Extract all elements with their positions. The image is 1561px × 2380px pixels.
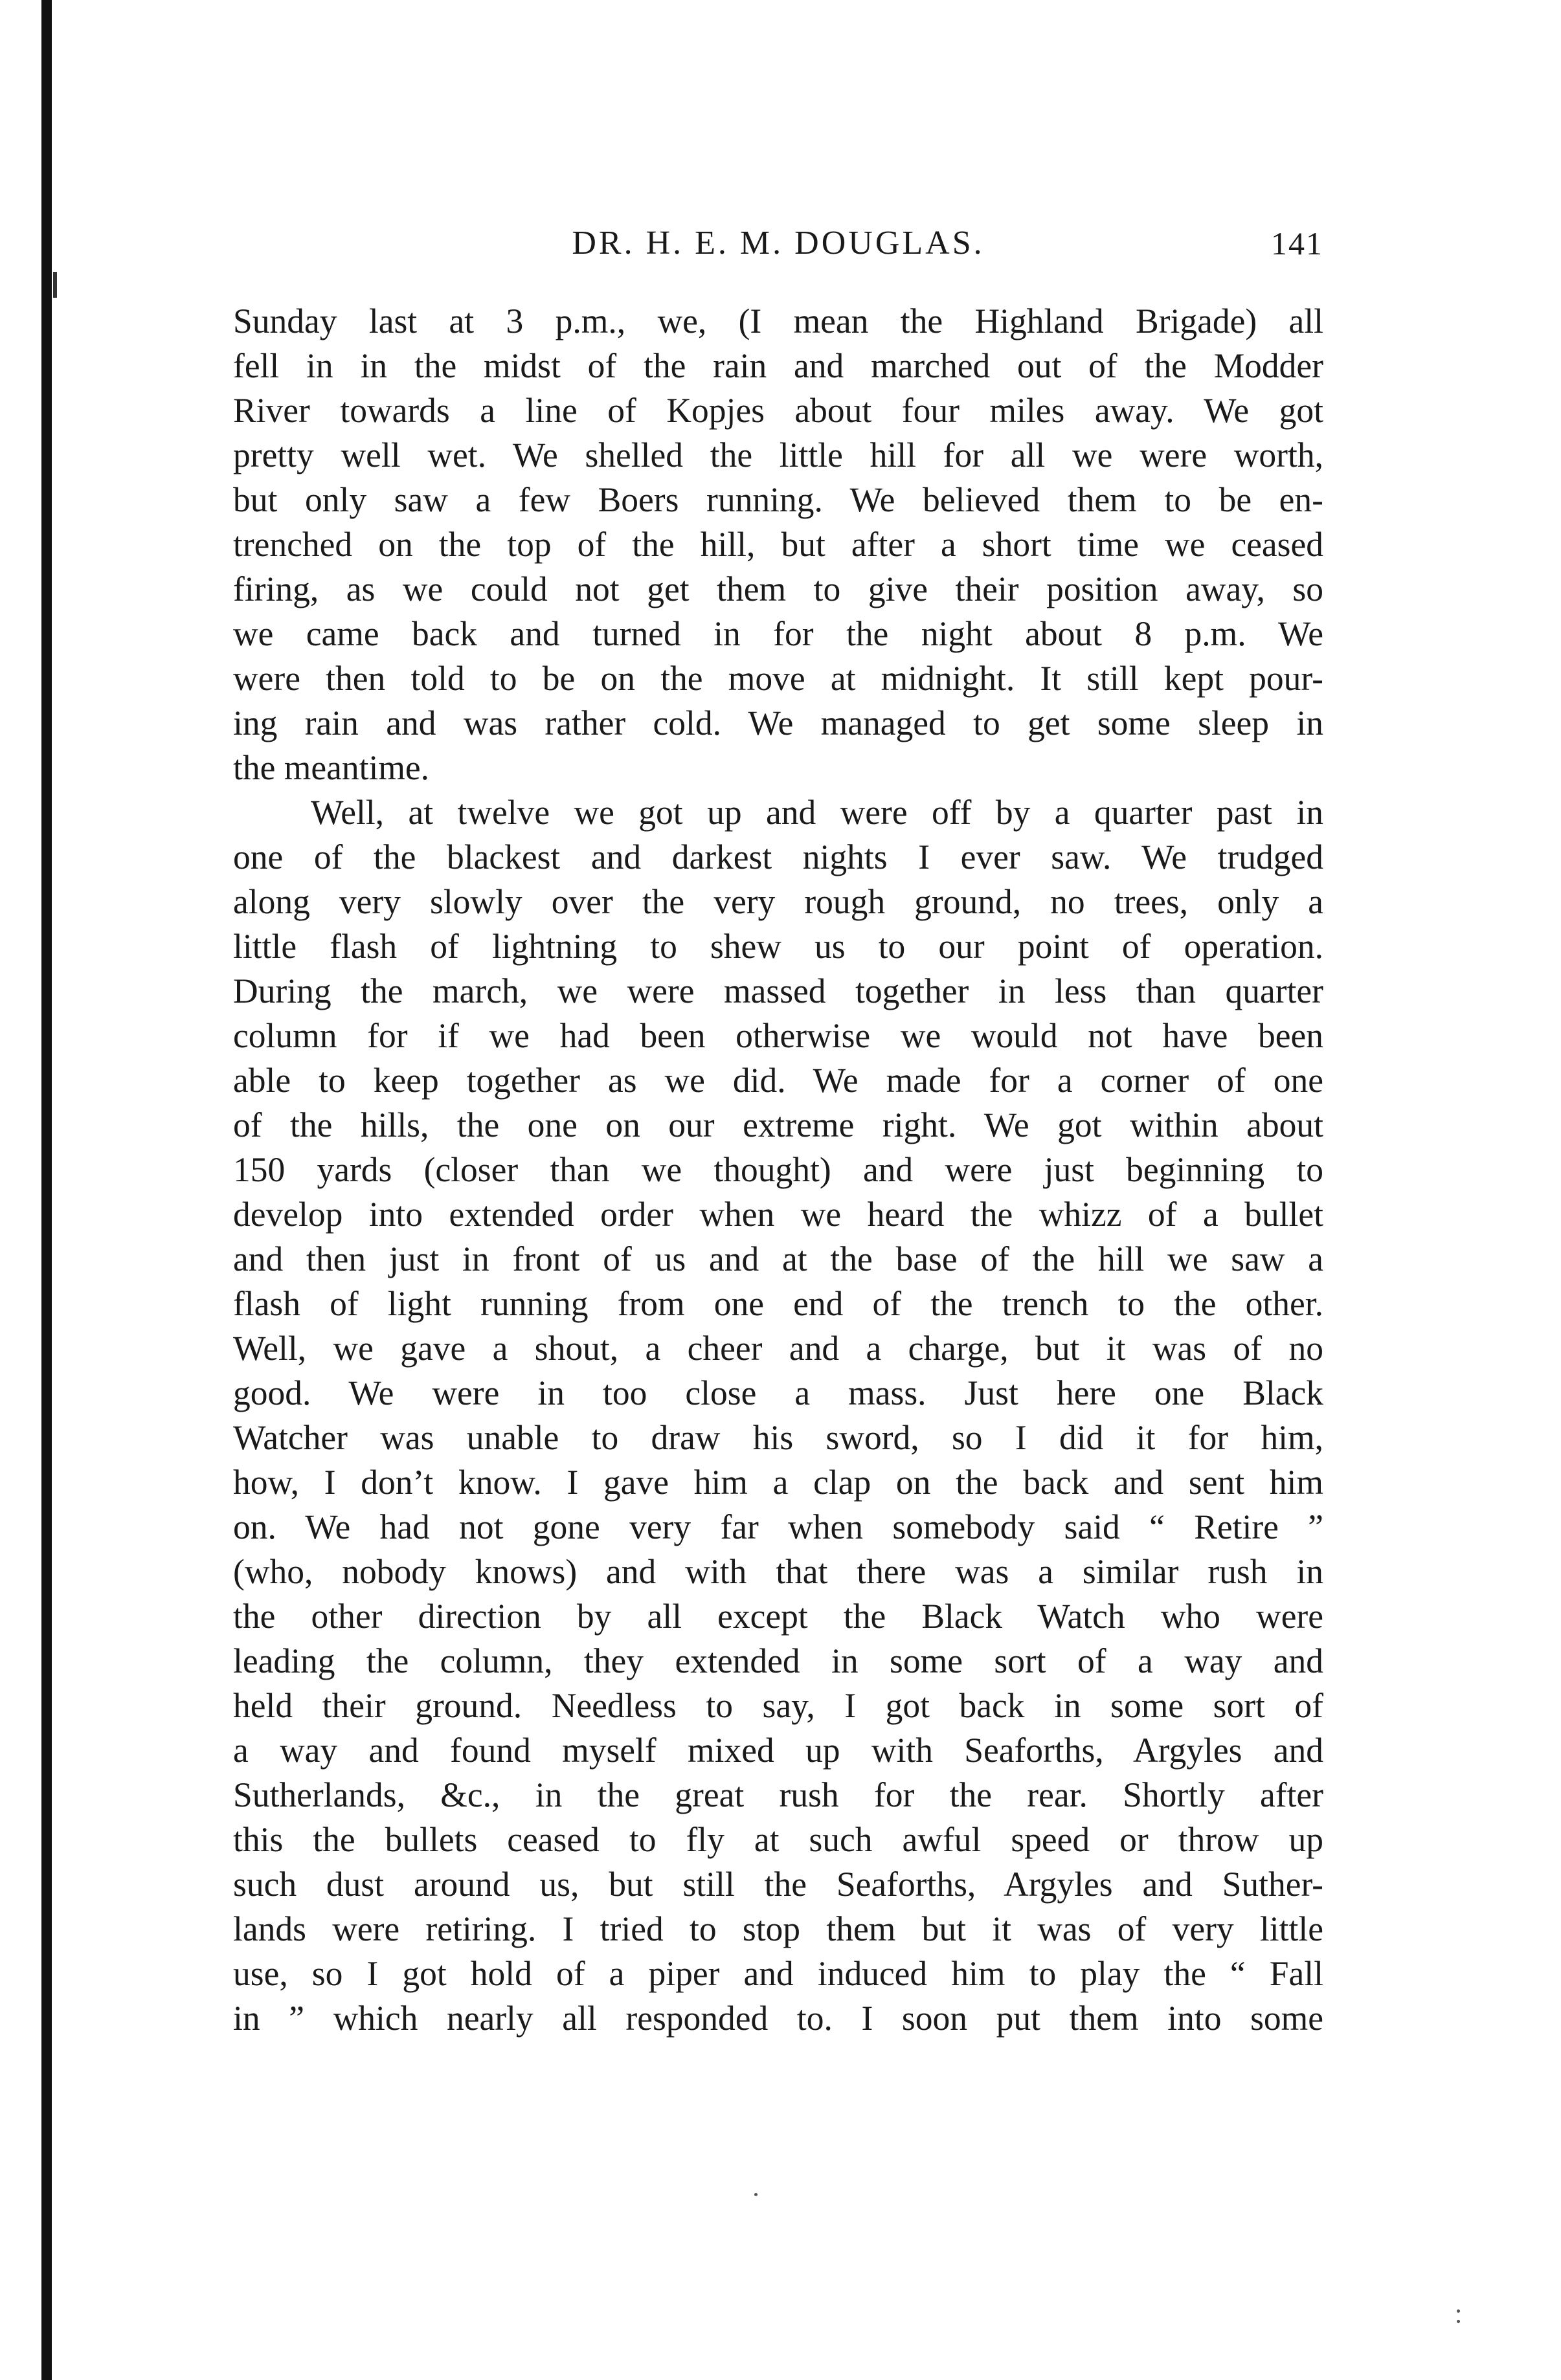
scan-edge-mark bbox=[53, 272, 57, 298]
text-line: Well, at twelve we got up and were off by a quarter past in bbox=[311, 793, 1323, 832]
text-line: along very slowly over the very rough ground, no trees, only a bbox=[233, 882, 1323, 921]
text-line: Well, we gave a shout, a cheer and a charge, but it was of no bbox=[233, 1329, 1323, 1368]
text-line: the meantime. bbox=[233, 748, 430, 787]
text-line: we came back and turned in for the night about 8 p.m. We bbox=[233, 614, 1323, 653]
paragraph bbox=[233, 790, 1323, 2041]
text-line: held their ground. Needless to say, I got back in some sort of bbox=[233, 1686, 1323, 1725]
scan-speck bbox=[1457, 2320, 1460, 2323]
text-line: Sunday last at 3 p.m., we, (I mean the Highland Brigade) all bbox=[233, 302, 1323, 340]
text-line: ing rain and was rather cold. We managed to get some sleep in bbox=[233, 704, 1323, 742]
text-line: develop into extended order when we heard the whizz of a bullet bbox=[233, 1195, 1323, 1234]
text-line: a way and found myself mixed up with Seaforths, Argyles and bbox=[233, 1731, 1323, 1770]
text-line: lands were retiring. I tried to stop them but it was of very little bbox=[233, 1909, 1323, 1948]
text-line: on. We had not gone very far when somebody said “ Retire ” bbox=[233, 1507, 1323, 1546]
text-line: but only saw a few Boers running. We believed them to be en- bbox=[233, 480, 1323, 519]
text-line: one of the blackest and darkest nights I ever saw. We trudged bbox=[233, 838, 1323, 876]
text-line: Watcher was unable to draw his sword, so I did it for him, bbox=[233, 1418, 1323, 1457]
text-line: Sutherlands, &c., in the great rush for the rear. Shortly after bbox=[233, 1775, 1323, 1814]
text-line: use, so I got hold of a piper and induced him to play the “ Fall bbox=[233, 1954, 1323, 1993]
scan-speck bbox=[754, 2193, 758, 2196]
text-line: in ” which nearly all responded to. I soon put them into some bbox=[233, 1999, 1323, 2038]
running-head: DR. H. E. M. DOUGLAS. bbox=[572, 225, 985, 261]
text-line: fell in in the midst of the rain and marched out of the Modder bbox=[233, 346, 1323, 385]
page-header bbox=[233, 217, 1323, 269]
text-line: how, I don’t know. I gave him a clap on the back and sent him bbox=[233, 1463, 1323, 1502]
page-number: 141 bbox=[1271, 225, 1323, 261]
text-line: 150 yards (closer than we thought) and were just beginning to bbox=[233, 1150, 1323, 1189]
text-line: able to keep together as we did. We made for a corner of one bbox=[233, 1061, 1323, 1100]
text-line: flash of light running from one end of the trench to the other. bbox=[233, 1284, 1323, 1323]
text-line: little flash of lightning to shew us to our point of operation. bbox=[233, 927, 1323, 966]
text-line: pretty well wet. We shelled the little hill for all we were worth, bbox=[233, 436, 1323, 474]
text-line: (who, nobody knows) and with that there was a similar rush in bbox=[233, 1552, 1323, 1591]
body-text bbox=[233, 299, 1323, 2041]
scan-binding-edge bbox=[41, 0, 52, 2380]
text-line: During the march, we were massed together in less than quarter bbox=[233, 972, 1323, 1010]
text-line: trenched on the top of the hill, but after a short time we ceased bbox=[233, 525, 1323, 564]
text-line: firing, as we could not get them to give their position away, so bbox=[233, 570, 1323, 608]
text-line: this the bullets ceased to fly at such awful speed or throw up bbox=[233, 1820, 1323, 1859]
text-line: such dust around us, but still the Seaforths, Argyles and Suther- bbox=[233, 1865, 1323, 1904]
paragraph bbox=[233, 299, 1323, 790]
text-line: and then just in front of us and at the base of the hill we saw a bbox=[233, 1240, 1323, 1278]
text-line: good. We were in too close a mass. Just here one Black bbox=[233, 1374, 1323, 1412]
text-line: were then told to be on the move at midnight. It still kept pour- bbox=[233, 659, 1323, 698]
text-line: the other direction by all except the Black Watch who were bbox=[233, 1597, 1323, 1636]
scan-speck bbox=[1457, 2309, 1460, 2313]
text-line: leading the column, they extended in some sort of a way and bbox=[233, 1641, 1323, 1680]
text-line: column for if we had been otherwise we would not have been bbox=[233, 1016, 1323, 1055]
text-line: of the hills, the one on our extreme right. We got within about bbox=[233, 1106, 1323, 1144]
text-line: River towards a line of Kopjes about four miles away. We got bbox=[233, 391, 1323, 430]
